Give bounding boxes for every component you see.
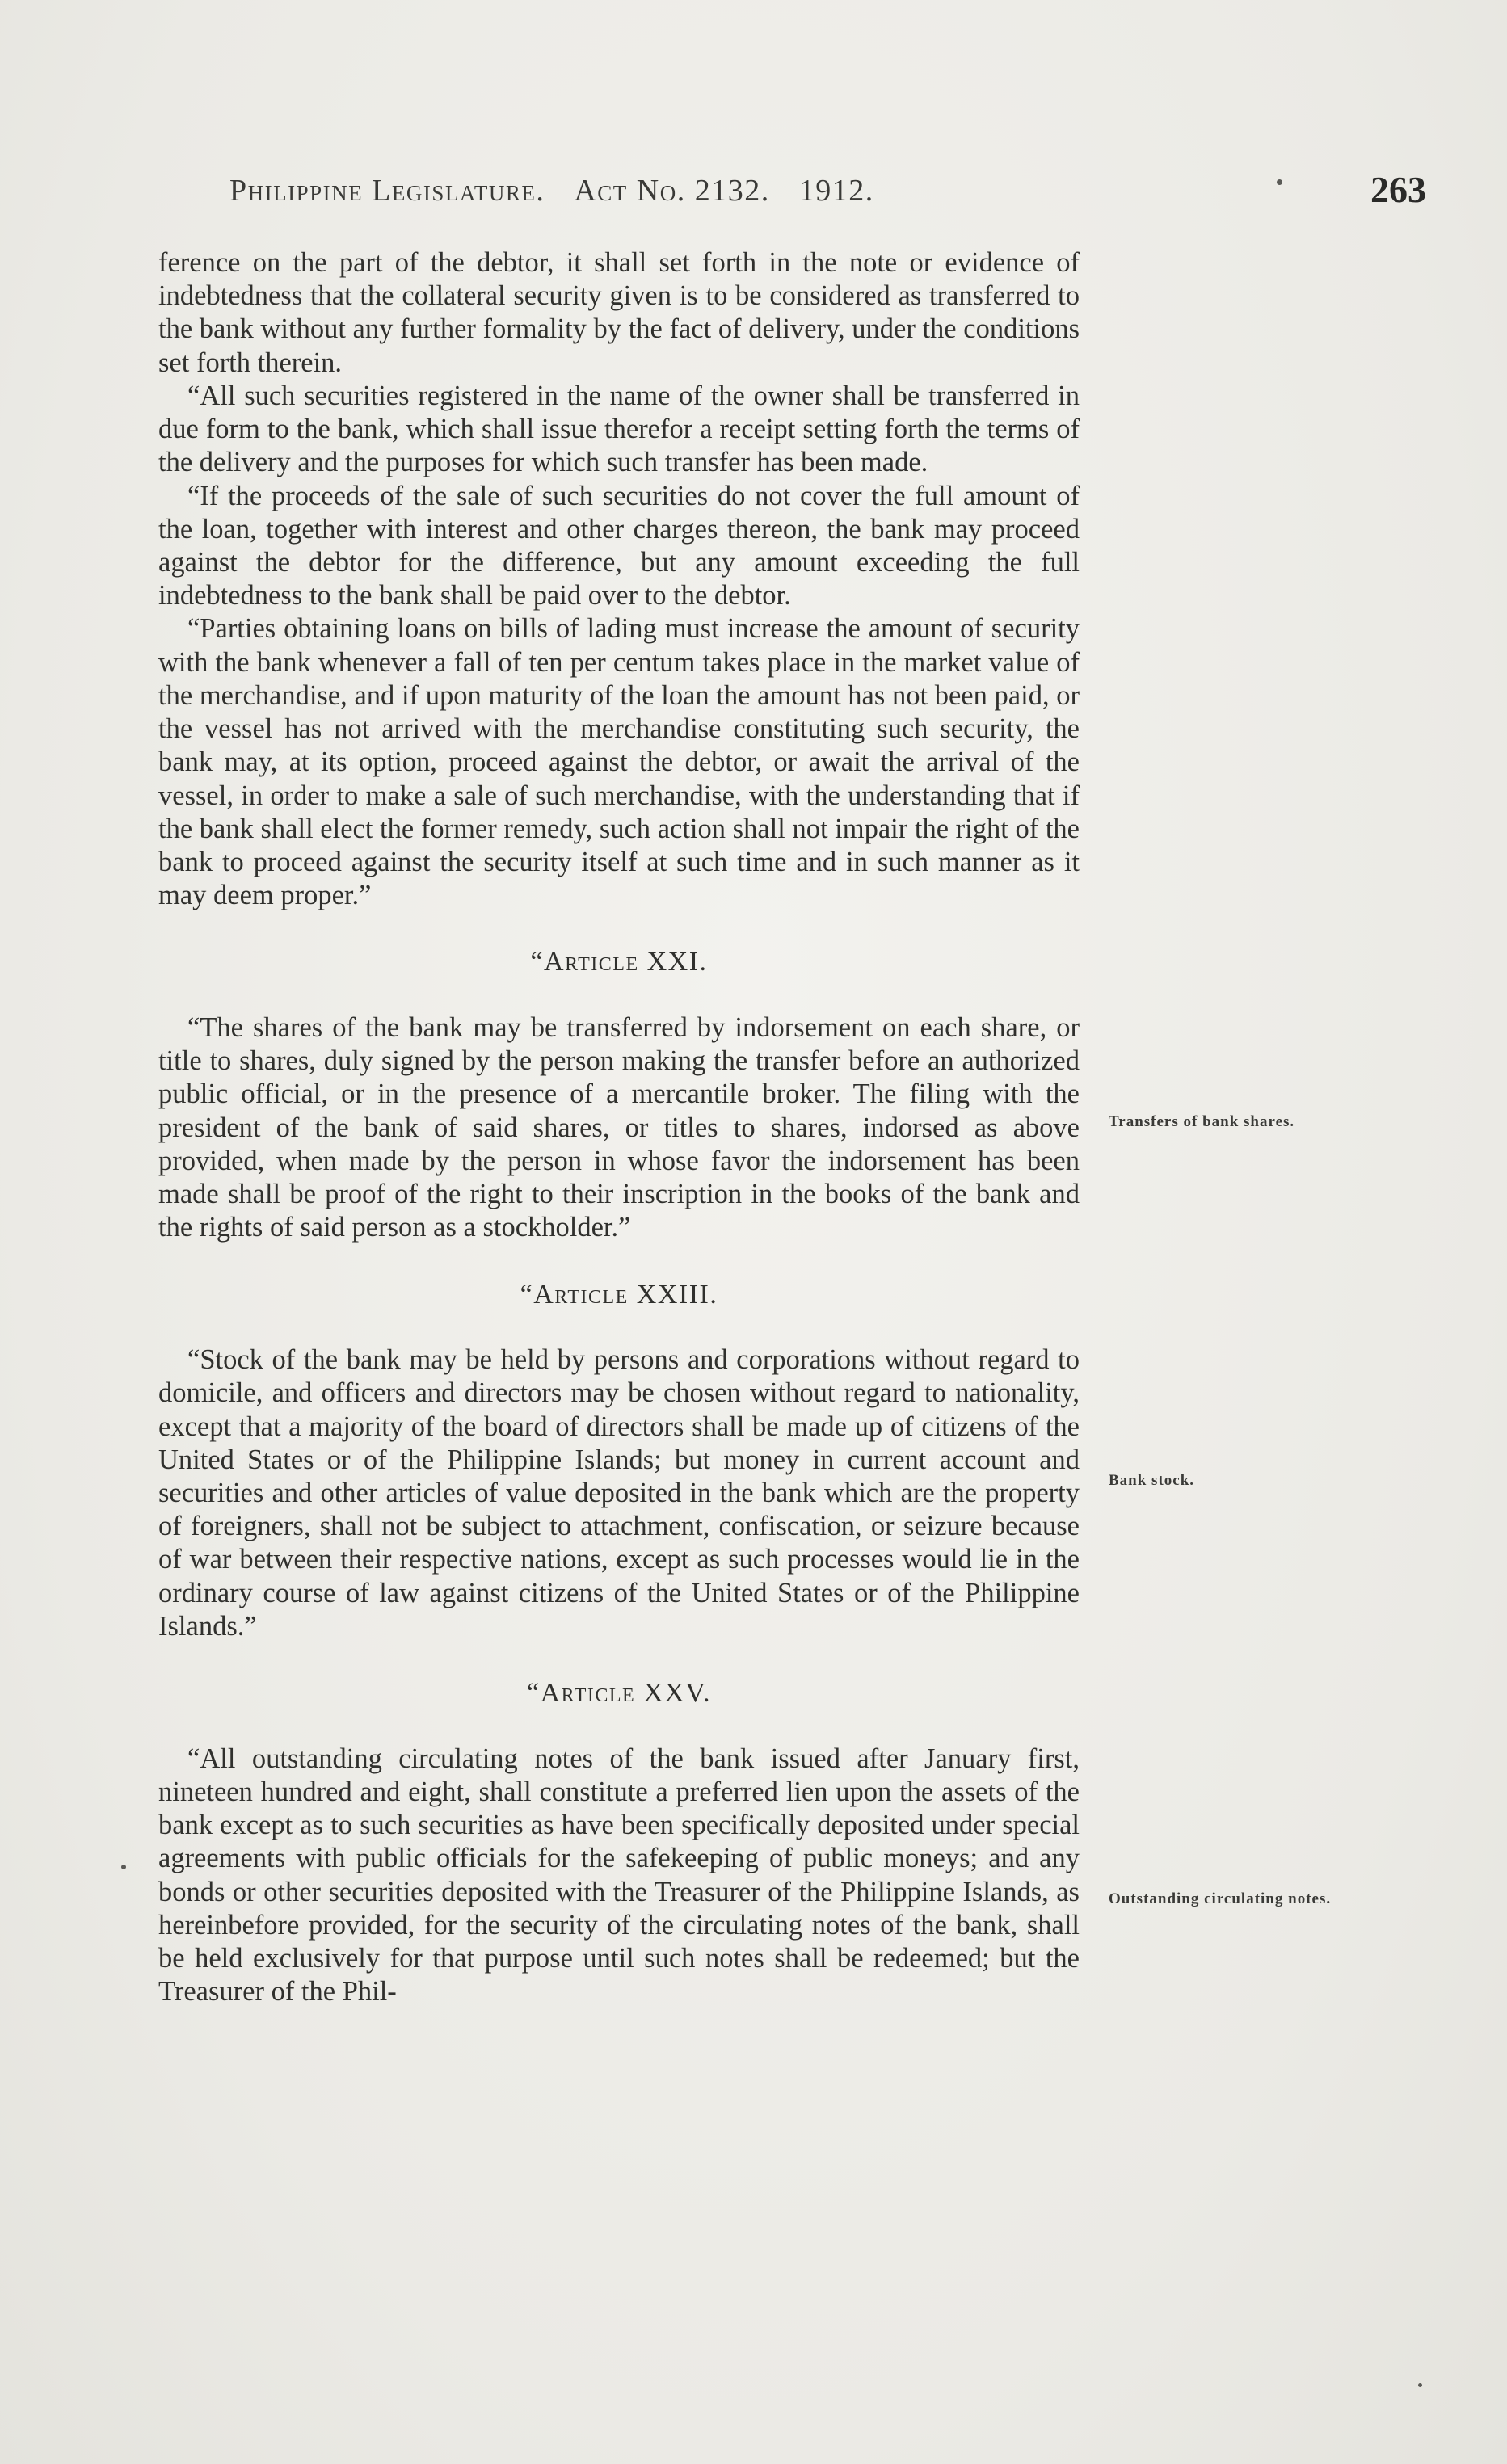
sidenote-outstanding-circulating-notes: Outstanding circulating notes. xyxy=(1109,1890,1332,1907)
article-xxiii-text: “Stock of the bank may be held by persons and corporations without regard to domicile, and officers and directors may be chosen without regard to nationality, except that a majority of the board of directors shall be made up of citizens of the United States or of the Philippine Islands; but money in current account and securities and other articles of value deposited in the bank which are the property of foreigners, shall not be subject to attachment, confiscation, or seizure because of war between their respective nations, except as such processes would lie in the ordinary course of law against citizens of the United States or of the Philippine Islands.” xyxy=(158,1344,1080,1642)
article-xxi-text: “The shares of the bank may be transferred by indorsement on each share, or title to shares, duly signed by the person making the transfer before an authorized public official, or in the presence of a mercantile broker. The filing with the president of the bank of said shares, or titles to shares, indorsed as above provided, when made by the person in whose favor the indorsement has been made shall be proof of the right to their inscription in the books of the bank and the rights of said person as a stockholder.” xyxy=(158,1012,1080,1243)
page-number: 263 xyxy=(1370,169,1426,210)
text-column xyxy=(158,246,1080,2009)
running-head-year: 1912. xyxy=(798,174,874,208)
article-xxi-heading: “Article XXI. xyxy=(530,947,708,978)
print-speck xyxy=(121,1865,126,1869)
paragraph-bills-of-lading: “Parties obtaining loans on bills of lading must increase the amount of security with the bank whenever a fall of ten per centum takes place in the market value of the merchandise, and if upon maturity of the loan the amount has not been paid, or the vessel has not arrived with the merchandise constituting such security, the bank may, at its option, proceed against the debtor, or await the arrival of the vessel, in order to make a sale of such merchandise, with the understanding that if the bank shall elect the former remedy, such action shall not impair the right of the bank to proceed against the security itself at such time and in such manner as it may deem proper.” xyxy=(158,613,1080,911)
paragraph-continuation: ference on the part of the debtor, it shall set forth in the note or evidence of indebtedness that the collateral security given is to be considered as transferred to the bank without any further formality by the fact of delivery, under the conditions set forth therein. xyxy=(158,247,1080,378)
sidenote-transfers-of-bank-shares: Transfers of bank shares. xyxy=(1109,1113,1295,1130)
article-xxiii-heading: “Article XXIII. xyxy=(520,1279,718,1310)
running-head-title: Philippine Legislature. xyxy=(229,174,545,208)
sidenote-bank-stock: Bank stock. xyxy=(1109,1472,1195,1489)
paragraph-sale-proceeds: “If the proceeds of the sale of such securities do not cover the full amount of the loan, together with interest and other charges thereon, the bank may proceed against the debtor for the difference, but any amount exceeding the full indebtedness to the bank shall be paid over to the debtor. xyxy=(158,480,1080,612)
print-speck xyxy=(1418,2383,1422,2387)
print-speck xyxy=(1277,179,1282,185)
article-xxv-text: “All outstanding circulating notes of the bank issued after January first, nineteen hundred and eight, shall constitute a preferred lien upon the assets of the bank except as to such securities as have been specifically deposited under special agreements with public officials for the safekeeping of public moneys; and any bonds or other securities deposited with the Treasurer of the Philippine Islands, as hereinbefore provided, for the security of the circulating notes of the bank, shall be held exclusively for that purpose until such notes shall be redeemed; but the Treasurer of the Phil- xyxy=(158,1743,1080,2008)
paragraph-securities-registered: “All such securities registered in the name of the owner shall be transferred in due form to the bank, which shall issue therefor a receipt setting forth the terms of the delivery and the purposes for which such transfer has been made. xyxy=(158,380,1080,478)
running-head xyxy=(229,173,874,208)
article-xxv-heading: “Article XXV. xyxy=(527,1678,711,1709)
running-head-act: Act No. 2132. xyxy=(574,174,770,208)
